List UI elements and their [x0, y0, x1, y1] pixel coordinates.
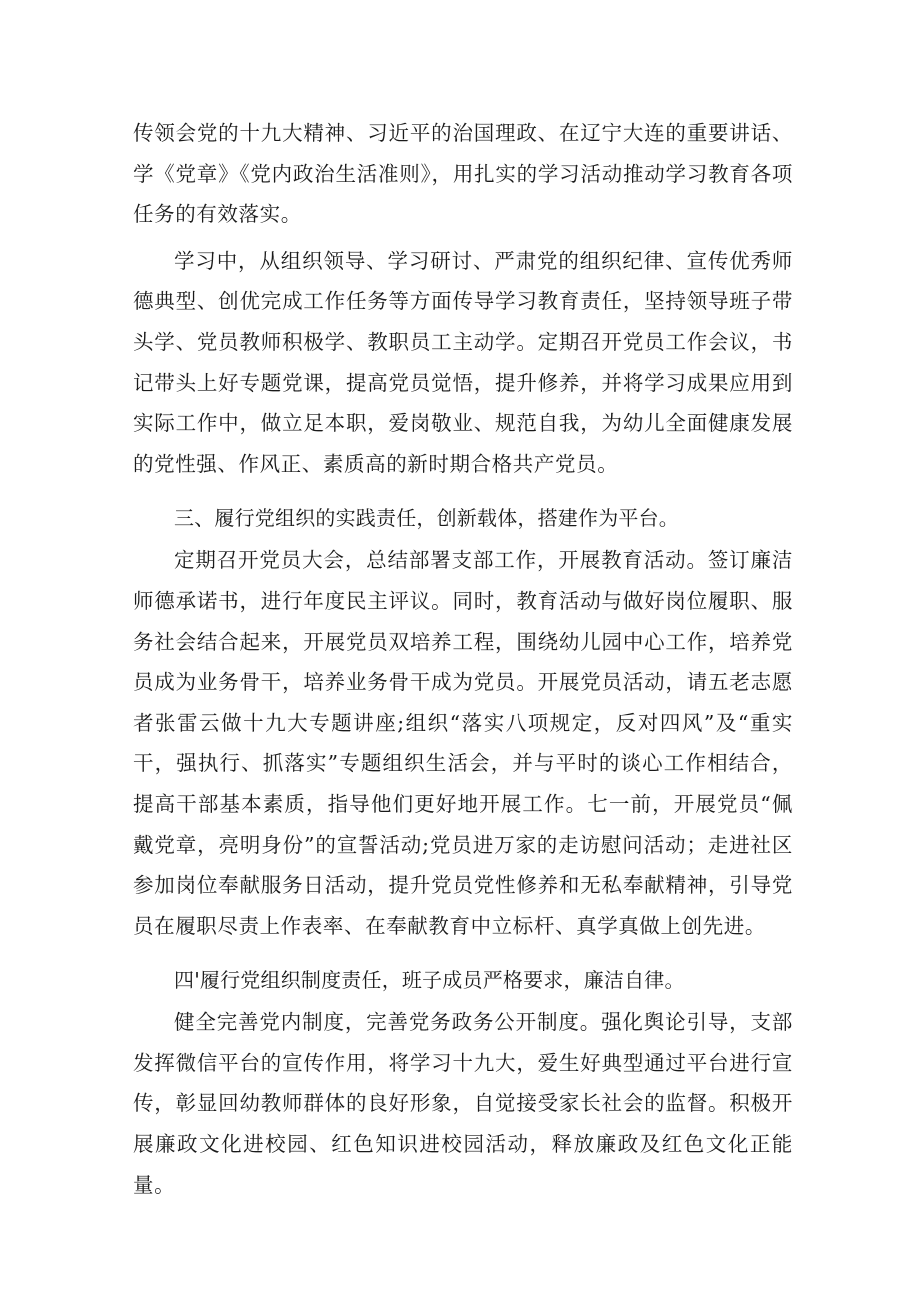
section-heading-4: 四'履行党组织制度责任，班子成员严格要求，廉洁自律。: [174, 968, 685, 993]
paragraph-practice: 定期召开党员大会，总结部署支部工作，开展教育活动。签订廉洁师德承诺书，进行年度民主评议。同时，教育活动与做好岗位履职、服务社会结合起来，开展党员双培养工程，围绕幼儿园中心工作，培养党员成为业务骨干，培养业务骨干成为党员。开展党员活动，请五老志愿者张雷云做十九大专题讲座;组织“落实八项规定，反对四风”及“重实干，强执行、抓落实”专题组织生活会，并与平时的谈心工作相结合，提高干部基本素质，指导他们更好地开展工作。七一前，开展党员“佩戴党章，亮明身份”的宣誓活动;党员进万家的走访慰问活动；走进社区参加岗位奉献服务日活动，提升党员党性修养和无私奉献精神，引导党员在履职尽责上作表率、在奉献教育中立标杆、真学真做上创先进。: [133, 548, 793, 938]
paragraph-system: 健全完善党内制度，完善党务政务公开制度。强化舆论引导，支部发挥微信平台的宣传作用，将学习十九大，爱生好典型通过平台进行宣传，彰显回幼教师群体的良好形象，自觉接受家长社会的监督。积极开展廉政文化进校园、红色知识进校园活动，释放廉政及红色文化正能量。: [133, 1010, 793, 1197]
section-heading-3: 三、履行党组织的实践责任，创新载体，搭建作为平台。: [174, 506, 679, 531]
paragraph-study: 学习中，从组织领导、学习研讨、严肃党的组织纪律、宣传优秀师德典型、创优完成工作任务等方面传导学习教育责任，坚持领导班子带头学、党员教师积极学、教职员工主动学。定期召开党员工作会议，书记带头上好专题党课，提高党员觉悟，提升修养，并将学习成果应用到实际工作中，做立足本职，爱岗敬业、规范自我，为幼儿全面健康发展的党性强、作风正、素质高的新时期合格共产党员。: [133, 248, 793, 476]
paragraph-continuation: 传领会党的十九大精神、习近平的治国理政、在辽宁大连的重要讲话、学《党章》《党内政治生活准则》，用扎实的学习活动推动学习教育各项任务的有效落实。: [133, 121, 793, 227]
document-body: [133, 113, 793, 1205]
